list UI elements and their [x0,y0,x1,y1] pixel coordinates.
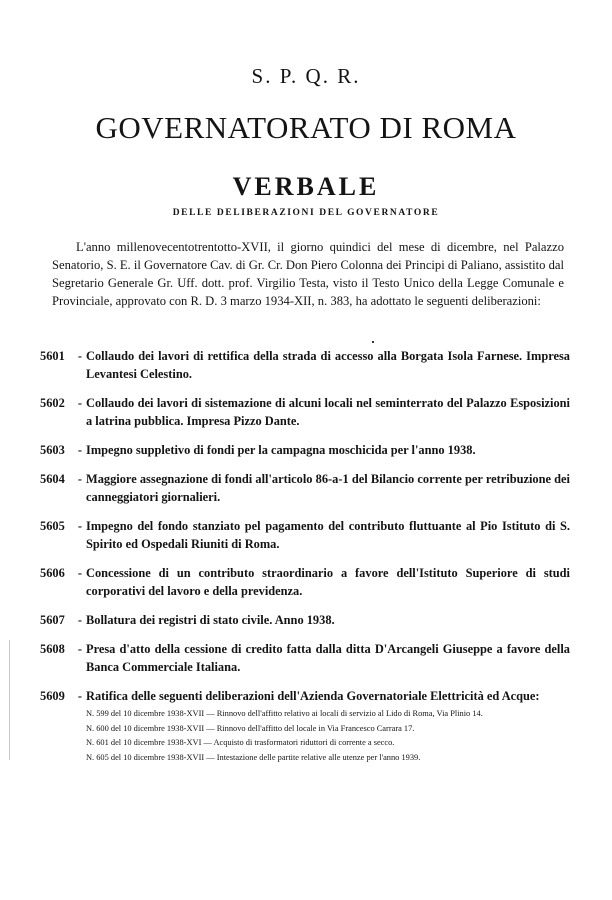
document-subtitle: DELLE DELIBERAZIONI DEL GOVERNATORE [172,208,440,218]
entry-number: 5606 [40,566,65,580]
scan-speck [372,341,374,343]
entry-text: Impegno del fondo stanziato pel pagamento del contributo fluttuante al Pio Istituto di S. Spirito ed Ospedali Riuniti di Roma. [86,519,570,551]
intro-text: L'anno millenovecentotrentotto-XVII, il giorno quindici del mese di dicembre, nel Palazzo Senatorio, S. E. il Governatore Cav. di Gr. Cr. Don Piero Colonna dei Principi di Paliano, assistito dal Segretario Generale Gr. Uff. dott. prof. Virgilio Testa, visto il Testo Unico della Legge Comunale e Provinciale, approvato con R. D. 3 marzo 1934-XII, n. 383, ha adottato le seguenti deliberazioni: [52,240,564,308]
entry-number: 5609 [40,689,65,703]
entry-text: Presa d'atto della cessione di credito fatta dalla ditta D'Arcangeli Giuseppe a favore della Banca Commerciale Italiana. [86,642,570,674]
entry-number: 5601 [40,349,65,363]
deliberation-entry [40,640,570,676]
entry-dash: - [77,642,83,656]
entry-text: Collaudo dei lavori di rettifica della strada di accesso alla Borgata Isola Farnese. Impresa Levantesi Celestino. [86,349,570,381]
entry-dash: - [77,349,83,363]
entry-number: 5608 [40,642,65,656]
sub-deliberation-item: N. 601 del 10 dicembre 1938-XVI — Acquisto di trasformatori riduttori di corrente a secco. [86,738,395,747]
entry-text: Ratifica delle seguenti deliberazioni dell'Azienda Governatoriale Elettricità ed Acque: [86,689,540,703]
entry-dash: - [77,613,83,627]
entry-dash: - [77,396,83,410]
entry-number: 5604 [40,472,65,486]
sub-deliberation-item: N. 600 del 10 dicembre 1938-XVII — Rinnovo dell'affitto del locale in Via Francesco Carrara 17. [86,723,415,733]
deliberation-entry [40,470,570,506]
deliberation-entry [40,564,570,600]
deliberation-entry [40,611,570,629]
deliberation-entry [40,347,570,383]
entry-number: 5603 [40,443,65,457]
entry-text: Collaudo dei lavori di sistemazione di alcuni locali nel seminterrato del Palazzo Esposizioni a latrina pubblica. Impresa Pizzo Dante. [86,396,570,428]
entry-text: Maggiore assegnazione di fondi all'articolo 86-a-1 del Bilancio corrente per retribuzione dei canneggiatori giornalieri. [86,472,570,504]
entry-dash: - [77,519,83,533]
deliberation-entry [40,517,570,553]
entry-number: 5605 [40,519,65,533]
entry-number: 5607 [40,613,65,627]
entry-text: Impegno suppletivo di fondi per la campagna moschicida per l'anno 1938. [86,443,476,457]
intro-paragraph [52,238,564,310]
entry-dash: - [77,472,83,486]
entry-text: Bollatura dei registri di stato civile. Anno 1938. [86,613,335,627]
sub-deliberation-item: N. 605 del 10 dicembre 1938-XVII — Intestazione delle partite relative alle utenze per l'anno 1939. [86,752,421,762]
deliberation-entry [40,441,570,459]
deliberations-list [40,347,570,766]
spqr-heading: S. P. Q. R. [251,64,361,88]
deliberation-entry [40,394,570,430]
document-type-heading: VERBALE [232,172,380,201]
entry-dash: - [77,689,83,703]
entry-dash: - [77,566,83,580]
entry-number: 5602 [40,396,65,410]
sub-deliberations-list [86,708,566,764]
sub-deliberation-item: N. 599 del 10 dicembre 1938-XVII — Rinnovo dell'affitto relativo ai locali di servizio al Lido di Roma, Via Plinio 14. [86,709,483,718]
entry-dash: - [77,443,83,457]
deliberation-entry [40,687,570,705]
page-title: GOVERNATORATO DI ROMA [95,110,517,145]
scan-margin-line [9,640,10,760]
entry-text: Concessione di un contributo straordinario a favore dell'Istituto Superiore di studi corporativi del lavoro e della previdenza. [86,566,570,598]
